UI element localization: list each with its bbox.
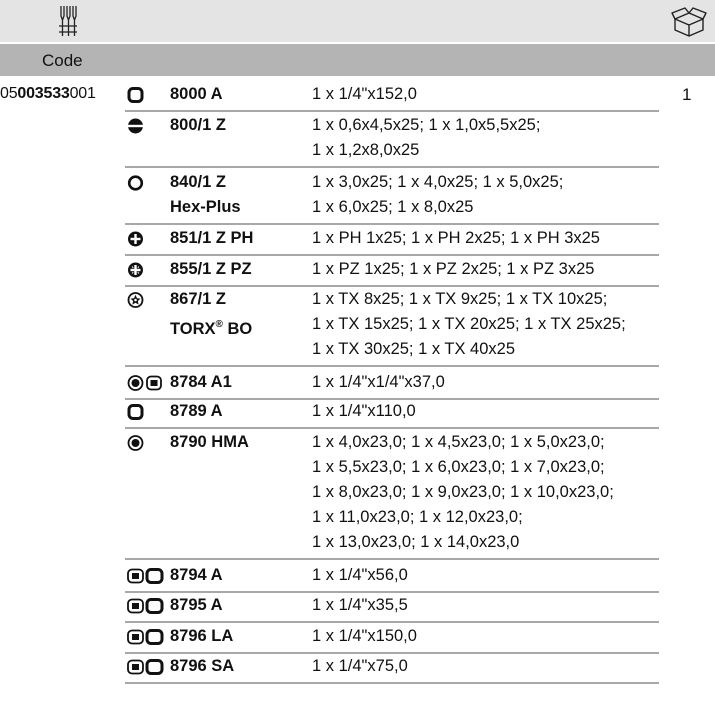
- row-divider: [125, 682, 659, 684]
- item-description-line: 1 x TX 30x25; 1 x TX 40x25: [312, 340, 516, 358]
- item-description-line: 1 x 5,5x23,0; 1 x 6,0x23,0; 1 x 7,0x23,0;: [312, 458, 605, 476]
- item-description: [312, 170, 563, 220]
- tool-set-icon: [58, 4, 78, 40]
- item-description-line: 1 x 1/4"x110,0: [312, 402, 416, 420]
- item-name-line: 840/1 Z: [170, 173, 226, 191]
- article-core: 003533: [17, 85, 70, 102]
- item-name-line: 8784 A1: [170, 373, 232, 391]
- item-description: [312, 430, 614, 555]
- item-description: [312, 257, 594, 282]
- quantity: 1: [682, 85, 692, 104]
- item-description-line: 1 x 1/4"x1/4"x37,0: [312, 373, 445, 391]
- phillips-icon: [126, 230, 146, 248]
- extension-icon: [126, 567, 168, 585]
- item-description-line: 1 x TX 8x25; 1 x TX 9x25; 1 x TX 10x25;: [312, 290, 608, 308]
- adaptor-icon: [126, 374, 166, 392]
- article-prefix: 05: [0, 85, 18, 102]
- item-name-line: TORX® BO: [170, 319, 253, 338]
- article-number: [0, 85, 96, 103]
- row-divider: [125, 558, 659, 560]
- item-name: [170, 82, 223, 107]
- row-divider: [125, 110, 659, 112]
- article-suffix: 001: [69, 85, 96, 102]
- item-name-line: 855/1 Z PZ: [170, 260, 252, 278]
- item-name-line: 8796 LA: [170, 627, 234, 645]
- extension-icon: [126, 658, 168, 676]
- row-divider: [125, 254, 659, 256]
- item-name-line: Hex-Plus: [170, 198, 241, 216]
- row-divider: [125, 427, 659, 429]
- item-description-line: 1 x 6,0x25; 1 x 8,0x25: [312, 198, 474, 216]
- item-name-line: 8796 SA: [170, 657, 235, 675]
- item-name: [170, 563, 223, 588]
- item-description: [312, 287, 626, 362]
- item-name: [170, 593, 223, 618]
- item-description-line: 1 x 1/4"x152,0: [312, 85, 417, 103]
- hex-socket-icon: [126, 434, 146, 452]
- row-divider: [125, 365, 659, 367]
- item-description-line: 1 x 11,0x23,0; 1 x 12,0x23,0;: [312, 508, 523, 526]
- item-name-line: 8794 A: [170, 566, 223, 584]
- pozidriv-icon: [126, 261, 146, 279]
- extension-icon: [126, 597, 168, 615]
- hex-icon: [126, 174, 146, 192]
- item-name: [170, 430, 249, 455]
- item-description-line: 1 x 1/4"x35,5: [312, 596, 408, 614]
- square-drive-icon: [126, 403, 146, 421]
- item-name-line: 8789 A: [170, 402, 223, 420]
- item-description: [312, 399, 416, 424]
- square-drive-icon: [126, 86, 146, 104]
- item-description-line: 1 x 0,6x4,5x25; 1 x 1,0x5,5x25;: [312, 116, 541, 134]
- item-name-line: 8000 A: [170, 85, 223, 103]
- row-divider: [125, 223, 659, 225]
- item-name-line: 8790 HMA: [170, 433, 249, 451]
- item-name: [170, 370, 232, 395]
- item-description: [312, 113, 540, 163]
- item-description-line: 1 x 1/4"x56,0: [312, 566, 408, 584]
- item-description-line: 1 x TX 15x25; 1 x TX 20x25; 1 x TX 25x25;: [312, 315, 626, 333]
- row-divider: [125, 166, 659, 168]
- item-description: [312, 593, 408, 618]
- item-description-line: 1 x PZ 1x25; 1 x PZ 2x25; 1 x PZ 3x25: [312, 260, 595, 278]
- item-name: [170, 113, 226, 138]
- item-description: [312, 370, 445, 395]
- item-name: [170, 226, 253, 251]
- item-description: [312, 226, 600, 251]
- item-description-line: 1 x 4,0x23,0; 1 x 4,5x23,0; 1 x 5,0x23,0;: [312, 433, 605, 451]
- item-name: [170, 399, 223, 424]
- item-description-line: 1 x 1,2x8,0x25: [312, 141, 420, 159]
- item-description: [312, 624, 417, 649]
- item-name: [170, 257, 252, 282]
- item-name-line: 867/1 Z: [170, 290, 226, 308]
- item-description: [312, 654, 408, 679]
- item-description-line: 1 x 13,0x23,0; 1 x 14,0x23,0: [312, 533, 520, 551]
- item-description-line: 1 x 8,0x23,0; 1 x 9,0x23,0; 1 x 10,0x23,0;: [312, 483, 614, 501]
- item-name: [170, 654, 234, 679]
- row-divider: [125, 621, 659, 623]
- item-name-line: 800/1 Z: [170, 116, 226, 134]
- item-name-line: 851/1 Z PH: [170, 229, 254, 247]
- header-icon-bar: [0, 0, 715, 42]
- item-description: [312, 563, 408, 588]
- code-column-header: Code: [42, 51, 83, 70]
- item-name-line: 8795 A: [170, 596, 223, 614]
- item-description: [312, 82, 417, 107]
- torx-bo-icon: [126, 291, 146, 309]
- extension-icon: [126, 628, 168, 646]
- item-name: [170, 624, 233, 649]
- slotted-icon: [126, 117, 146, 135]
- item-description-line: 1 x 1/4"x75,0: [312, 657, 408, 675]
- item-name: [170, 287, 252, 342]
- column-header-bar: [0, 44, 715, 76]
- item-description-line: 1 x 1/4"x150,0: [312, 627, 417, 645]
- package-box-icon: [670, 3, 708, 39]
- item-description-line: 1 x 3,0x25; 1 x 4,0x25; 1 x 5,0x25;: [312, 173, 564, 191]
- item-name: [170, 170, 241, 220]
- item-description-line: 1 x PH 1x25; 1 x PH 2x25; 1 x PH 3x25: [312, 229, 600, 247]
